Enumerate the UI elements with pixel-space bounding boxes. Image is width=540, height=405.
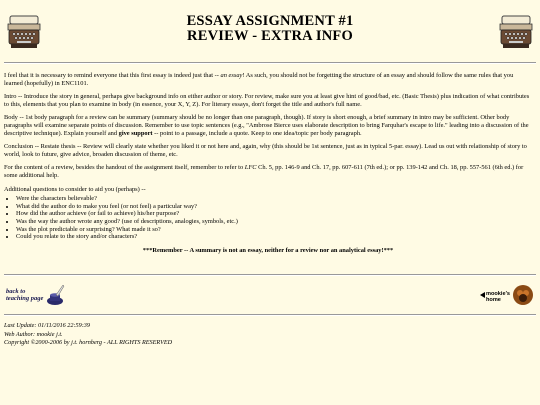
page-footer xyxy=(4,322,172,348)
back-to-teaching-page-link[interactable] xyxy=(6,284,66,306)
page-header xyxy=(0,0,540,56)
paragraph-body: Body -- 1st body paragraph for a review can be summary (summary should be no longer than one paragraph, though). If story is short enough, a brief summary in intro may be sufficient. Other body paragraphs will examine separate points of discussion. Remember to use topic sentences (e.g., "Ambrose Bierce uses elaborate description to bring Farquhar's escape to life." leading into a discussion of the descriptive technique). Explain yourself and give support -- point to a passage, include a quote. Keep to one idea/topic per body paragraph. xyxy=(4,114,529,137)
list-item: • Was the way the author wrote any good? (use of descriptions, analogies, symbols, etc.) xyxy=(16,218,532,226)
essay-content xyxy=(4,72,532,254)
page-title xyxy=(0,14,540,44)
quill-inkwell-icon xyxy=(44,284,66,311)
questions-intro: Additional questions to consider to aid you (perhaps) -- xyxy=(4,185,146,193)
paragraph-intro-reminder: I feel that it is necessary to remind everyone that this first essay is indeed just that -- an essay! As such, you should not be forgetting the structure of an essay and should follow the same rules that you learned (hopefully) in ENC1101. xyxy=(4,72,514,87)
footer-divider xyxy=(4,314,536,316)
mookie-avatar-icon xyxy=(512,284,534,311)
copyright-text: Copyright ©2000-2006 by j.t. hornberg - ALL RIGHTS RESERVED xyxy=(4,339,173,347)
list-item: • Was the plot predictable or surprising? What made it so? xyxy=(16,226,532,234)
last-update-text: Last Update: 01/11/2016 22:59:39 xyxy=(4,322,90,329)
typewriter-icon xyxy=(499,14,533,50)
web-author-text: Web Author: mookie j.t. xyxy=(4,330,63,338)
paragraph-references: For the content of a review, besides the handout of the assignment itself, remember to refer to LFC Ch. 5, pp. 146-9 and Ch. 17, pp. 607-611 (7th ed.); or pp. 139-142 and Ch. 18, pp. 557-561 (6th ed.) for some additional help. xyxy=(4,164,524,179)
questions-list xyxy=(16,195,532,241)
paragraph-intro: Intro -- Introduce the story in general, perhaps give background info on either author or story. For review, make sure you at least give hint of good/bad, etc. (Basic Thesis) plus indication of what contributes to this, elements that you plan to examine in body (in essence, your X, Y, Z). For literary essays, don't forget the title and author's full name. xyxy=(4,93,530,108)
list-item: • Were the characters believable? xyxy=(16,195,532,203)
header-divider xyxy=(4,62,536,64)
list-item: • How did the author achieve (or fail to achieve) his/her purpose? xyxy=(16,210,532,218)
arrow-left-icon xyxy=(480,292,485,298)
content-divider xyxy=(4,274,536,276)
summary-reminder: ***Remember -- A summary is not an essay, neither for a review nor an analytical essay!*** xyxy=(142,246,394,254)
title-line-2: REVIEW - EXTRA INFO xyxy=(187,28,353,44)
list-item: • What did the author do to make you feel (or not feel) a particular way? xyxy=(16,203,532,211)
paragraph-conclusion: Conclusion -- Restate thesis -- Review will clearly state whether you liked it or not here and, again, why (this should be 1st sentence, just as in typical 5-par. essay). Lead us out with relationship of story to world, look to future, give advice, broaden discussion of theme, etc. xyxy=(4,143,527,158)
home-link-label: mookie's home xyxy=(486,291,511,303)
navigation-bar xyxy=(0,282,540,308)
title-line-1: ESSAY ASSIGNMENT #1 xyxy=(186,13,354,29)
mookies-home-link[interactable] xyxy=(480,284,534,306)
back-link-label: back to teaching page xyxy=(6,288,44,302)
list-item: • Could you relate to the story and/or characters? xyxy=(16,233,532,241)
